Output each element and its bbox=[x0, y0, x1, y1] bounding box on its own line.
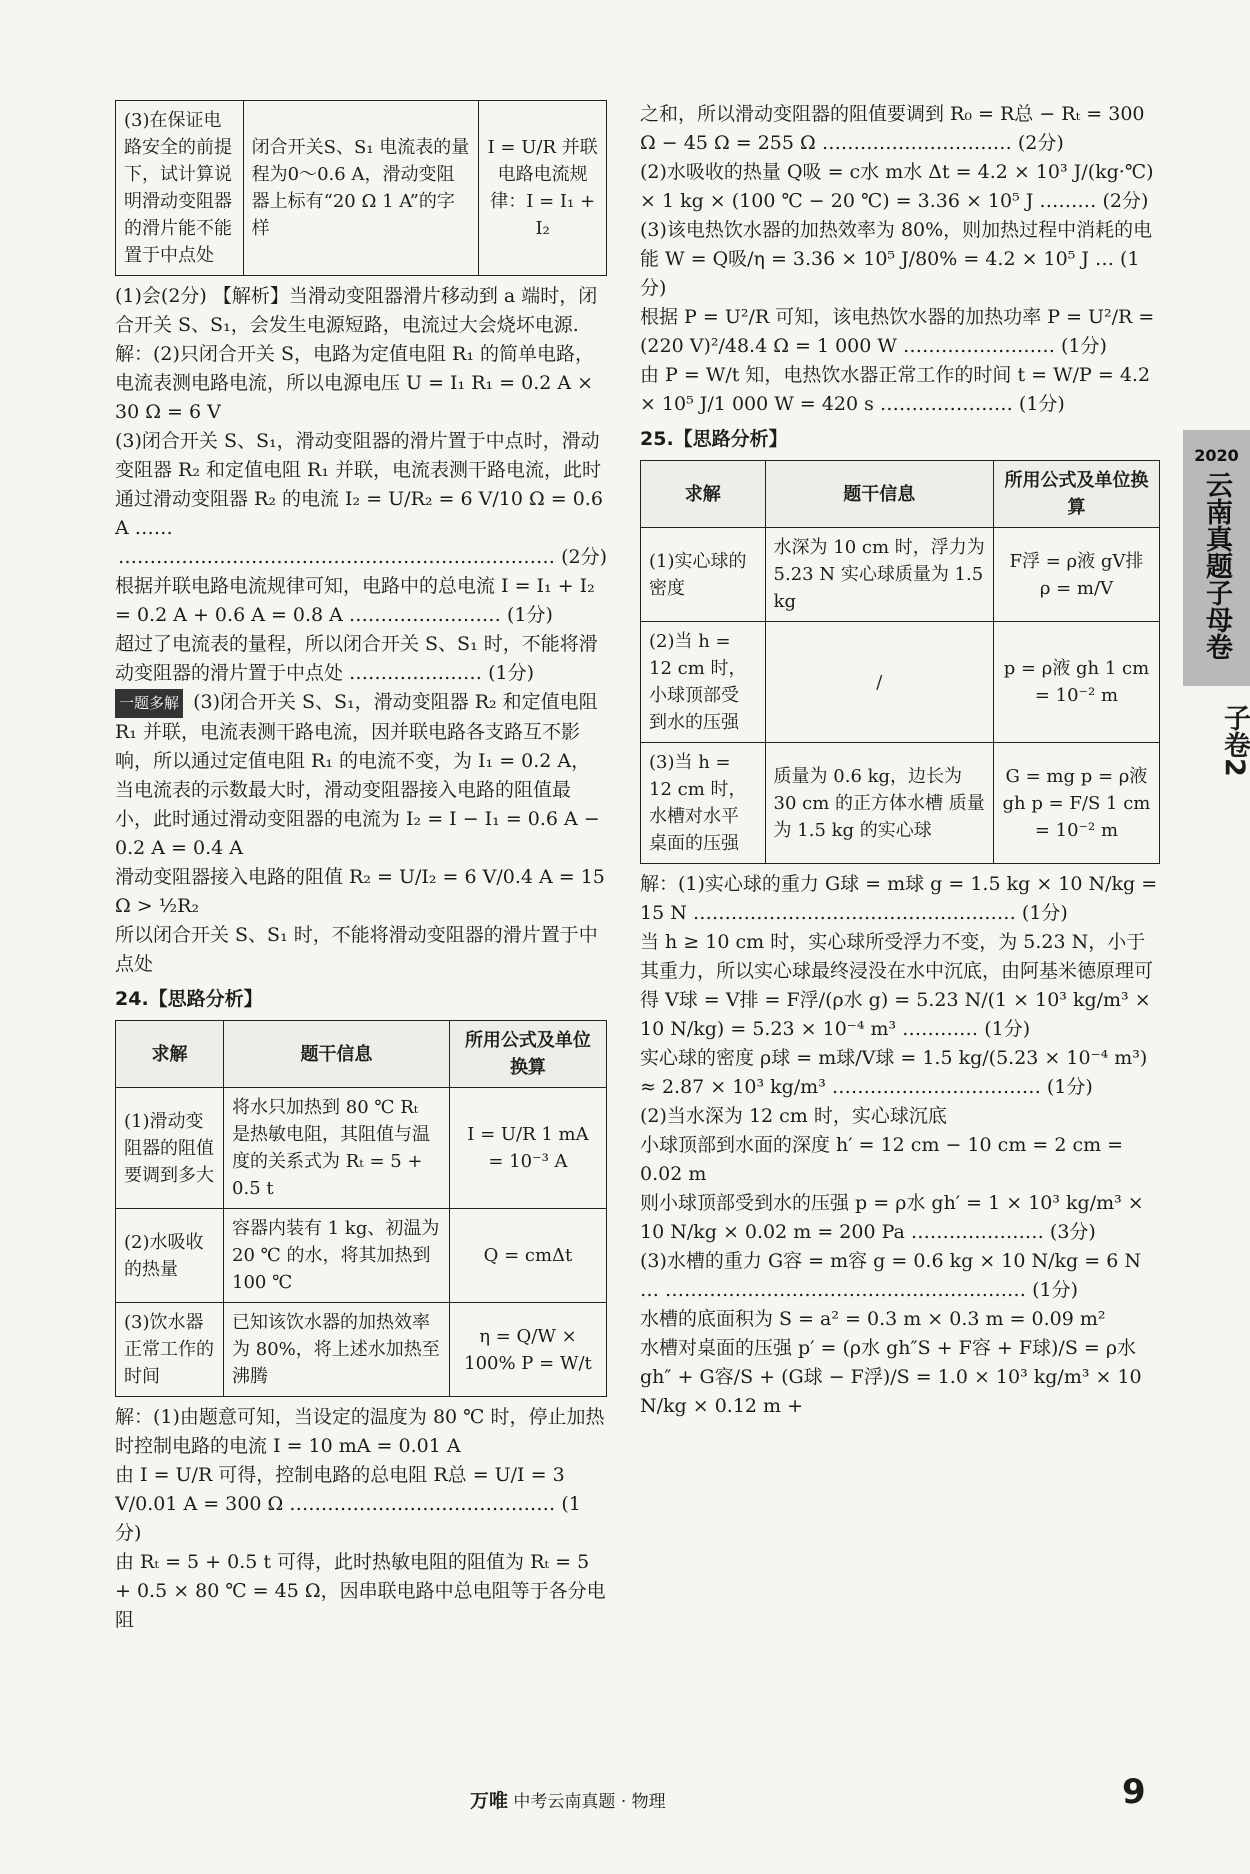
side-sub: 子卷2 bbox=[1219, 703, 1250, 777]
answer-line: 由 Rₜ = 5 + 0.5 t 可得，此时热敏电阻的阻值为 Rₜ = 5 + 0.5 × 80 ℃ = 45 Ω，因串联电路中总电阻等于各分电阻 bbox=[115, 1551, 606, 1631]
table-header: 求解 bbox=[641, 461, 766, 528]
table-row bbox=[641, 622, 1160, 743]
answer-line: 解：(1)实心球的重力 G球 = m球 g = 1.5 kg × 10 N/kg = 15 N …………………………………………… (1分) bbox=[640, 873, 1158, 924]
table-cell: 水深为 10 cm 时，浮力为 5.23 N 实心球质量为 1.5 kg bbox=[765, 528, 993, 622]
answer-line: 解：(1)由题意可知，当设定的温度为 80 ℃ 时，停止加热时控制电路的电流 I = 10 mA = 0.01 A bbox=[115, 1406, 605, 1457]
answer-line: 实心球的密度 ρ球 = m球/V球 = 1.5 kg/(5.23 × 10⁻⁴ m³) ≈ 2.87 × 10³ kg/m³ …………………………… (1分) bbox=[640, 1047, 1148, 1098]
table-row bbox=[641, 528, 1160, 622]
table-header: 题干信息 bbox=[224, 1021, 450, 1088]
side-title: 云南真题子母卷 bbox=[1201, 471, 1232, 660]
answer-line: 则小球顶部受到水的压强 p = ρ水 gh′ = 1 × 10³ kg/m³ × 10 N/kg × 0.02 m = 200 Pa ………………… (3分) bbox=[640, 1192, 1144, 1243]
table-cell: p = ρ液 gh 1 cm = 10⁻² m bbox=[993, 622, 1159, 743]
answer-line: 根据 P = U²/R 可知，该电热饮水器的加热功率 P = U²/R = (220 V)²/48.4 Ω = 1 000 W …………………… (1分) bbox=[640, 306, 1155, 357]
q24-header: 24.【思路分析】 bbox=[115, 988, 263, 1010]
table-cell: F浮 = ρ液 gV排 ρ = m/V bbox=[993, 528, 1159, 622]
answer-line: 由 I = U/R 可得，控制电路的总电阻 R总 = U/I = 3 V/0.01 A = 300 Ω …………………………………… (1分) bbox=[115, 1464, 581, 1544]
answer-line: (3)该电热饮水器的加热效率为 80%，则加热过程中消耗的电能 W = Q吸/η = 3.36 × 10⁵ J/80% = 4.2 × 10⁵ J … (1分) bbox=[640, 219, 1153, 299]
footer-text: 中考云南真题 · 物理 bbox=[513, 1792, 666, 1812]
table-cell: / bbox=[765, 622, 993, 743]
answer-line: (3)水槽的重力 G容 = m容 g = 0.6 kg × 10 N/kg = 6 N … ………………………………………………… (1分) bbox=[640, 1250, 1141, 1301]
q24-table bbox=[115, 1020, 607, 1397]
right-column bbox=[640, 100, 1160, 1421]
table-header: 求解 bbox=[116, 1021, 224, 1088]
answer-line: 解：(2)只闭合开关 S，电路为定值电阻 R₁ 的简单电路，电流表测电路电流，所以电源电压 U = I₁ R₁ = 0.2 A × 30 Ω = 6 V bbox=[115, 343, 594, 423]
q25-header: 25.【思路分析】 bbox=[640, 428, 788, 450]
footer-brand: 万唯 bbox=[470, 1790, 509, 1812]
answer-line: 水槽对桌面的压强 p′ = (ρ水 gh″S + F容 + F球)/S = ρ水 gh″ + G容/S + (G球 − F浮)/S = 1.0 × 10³ kg/m³ × 10 N/kg × 0.12 m + bbox=[640, 1337, 1142, 1417]
answer-line: (1)会(2分) 【解析】当滑动变阻器滑片移动到 a 端时，闭合开关 S、S₁，会发生电源短路，电流过大会烧坏电源. bbox=[115, 285, 598, 336]
table-header: 题干信息 bbox=[765, 461, 993, 528]
table-row bbox=[116, 1303, 607, 1397]
answer-line: 所以闭合开关 S、S₁ 时，不能将滑动变阻器的滑片置于中点处 bbox=[115, 924, 598, 975]
table-cell: (2)当 h = 12 cm 时，小球顶部受到水的压强 bbox=[641, 622, 766, 743]
table-cell: η = Q/W × 100% P = W/t bbox=[449, 1303, 606, 1397]
table-row bbox=[116, 1209, 607, 1303]
table-cell: (1)滑动变阻器的阻值要调到多大 bbox=[116, 1088, 224, 1209]
table-cell: 质量为 0.6 kg，边长为 30 cm 的正方体水槽 质量为 1.5 kg 的实心球 bbox=[765, 743, 993, 864]
top-table-info: 闭合开关S、S₁ 电流表的量程为0～0.6 A，滑动变阻器上标有“20 Ω 1 A”的字样 bbox=[243, 101, 479, 276]
answer-line: 水槽的底面积为 S = a² = 0.3 m × 0.3 m = 0.09 m² bbox=[640, 1308, 1106, 1330]
answer-line: 小球顶部到水面的深度 h′ = 12 cm − 10 cm = 2 cm = 0.02 m bbox=[640, 1134, 1124, 1185]
table-cell: (3)饮水器正常工作的时间 bbox=[116, 1303, 224, 1397]
table-cell: (2)水吸收的热量 bbox=[116, 1209, 224, 1303]
alt-solution bbox=[115, 688, 607, 863]
answer-line: (2)水吸收的热量 Q吸 = c水 m水 Δt = 4.2 × 10³ J/(kg·℃) × 1 kg × (100 ℃ − 20 ℃) = 3.36 × 10⁵ J ……… (2分) bbox=[640, 161, 1154, 212]
answer-line: (3)闭合开关 S、S₁，滑动变阻器的滑片置于中点时，滑动变阻器 R₂ 和定值电阻 R₁ 并联，电流表测干路电流，此时通过滑动变阻器 R₂ 的电流 I₂ = U/R₂ = 6 V/10 Ω = 0.6 A …… bbox=[115, 430, 603, 539]
table-header: 所用公式及单位换算 bbox=[993, 461, 1159, 528]
answer-line: 根据并联电路电流规律可知，电路中的总电流 I = I₁ + I₂ = 0.2 A + 0.6 A = 0.8 A …………………… (1分) bbox=[115, 575, 595, 626]
table-row bbox=[116, 1088, 607, 1209]
table-row bbox=[641, 743, 1160, 864]
side-year: 2020 bbox=[1194, 446, 1239, 465]
page-number: 9 bbox=[1122, 1772, 1146, 1812]
answer-line: 之和，所以滑动变阻器的阻值要调到 R₀ = R总 − Rₜ = 300 Ω − 45 Ω = 255 Ω ………………………… (2分) bbox=[640, 103, 1145, 154]
table-cell: G = mg p = ρ液 gh p = F/S 1 cm = 10⁻² m bbox=[993, 743, 1159, 864]
q25-table bbox=[640, 460, 1160, 864]
multi-solution-tag: 一题多解 bbox=[115, 689, 183, 718]
page-footer bbox=[470, 1786, 666, 1813]
answer-line: …………………………………………………………… (2分) bbox=[118, 546, 607, 568]
table-cell: Q = cmΔt bbox=[449, 1209, 606, 1303]
table-cell: (3)当 h = 12 cm 时，水槽对水平桌面的压强 bbox=[641, 743, 766, 864]
answer-line: 超过了电流表的量程，所以闭合开关 S、S₁ 时，不能将滑动变阻器的滑片置于中点处 ………………… (1分) bbox=[115, 633, 598, 684]
side-tab bbox=[1183, 430, 1250, 686]
table-cell: 已知该饮水器的加热效率为 80%，将上述水加热至沸腾 bbox=[224, 1303, 450, 1397]
answer-line: 当 h ≥ 10 cm 时，实心球所受浮力不变，为 5.23 N，小于其重力，所以实心球最终浸没在水中沉底，由阿基米德原理可得 V球 = V排 = F浮/(ρ水 g) = 5.23 N/(1 × 10³ kg/m³ × 10 N/kg) = 5.23 × 10⁻⁴ m³ ………… (1分) bbox=[640, 931, 1154, 1040]
answer-line: (2)当水深为 12 cm 时，实心球沉底 bbox=[640, 1105, 947, 1127]
answer-line: (3)闭合开关 S、S₁，滑动变阻器 R₂ 和定值电阻 R₁ 并联，电流表测干路电流，因并联电路各支路互不影响，所以通过定值电阻 R₁ 的电流不变，为 I₁ = 0.2 A，当电流表的示数最大时，滑动变阻器接入电路的阻值最小，此时通过滑动变阻器的电流为 I₂ = I − I₁ = 0.6 A − 0.2 A = 0.4 A bbox=[115, 691, 600, 859]
top-table-question: (3)在保证电路安全的前提下，试计算说明滑动变阻器的滑片能不能置于中点处 bbox=[116, 101, 244, 276]
table-cell: I = U/R 1 mA = 10⁻³ A bbox=[449, 1088, 606, 1209]
top-table-formula: I = U/R 并联电路电流规律：I = I₁ + I₂ bbox=[479, 101, 607, 276]
table-cell: 将水只加热到 80 ℃ Rₜ 是热敏电阻，其阻值与温度的关系式为 Rₜ = 5 + 0.5 t bbox=[224, 1088, 450, 1209]
table-cell: 容器内装有 1 kg、初温为 20 ℃ 的水，将其加热到 100 ℃ bbox=[224, 1209, 450, 1303]
table-cell: (1)实心球的密度 bbox=[641, 528, 766, 622]
table-header: 所用公式及单位换算 bbox=[449, 1021, 606, 1088]
top-table bbox=[115, 100, 607, 276]
answer-line: 滑动变阻器接入电路的阻值 R₂ = U/I₂ = 6 V/0.4 A = 15 Ω > ½R₂ bbox=[115, 866, 605, 917]
left-column bbox=[115, 100, 607, 1635]
answer-line: 由 P = W/t 知，电热饮水器正常工作的时间 t = W/P = 4.2 × 10⁵ J/1 000 W = 420 s ………………… (1分) bbox=[640, 364, 1151, 415]
